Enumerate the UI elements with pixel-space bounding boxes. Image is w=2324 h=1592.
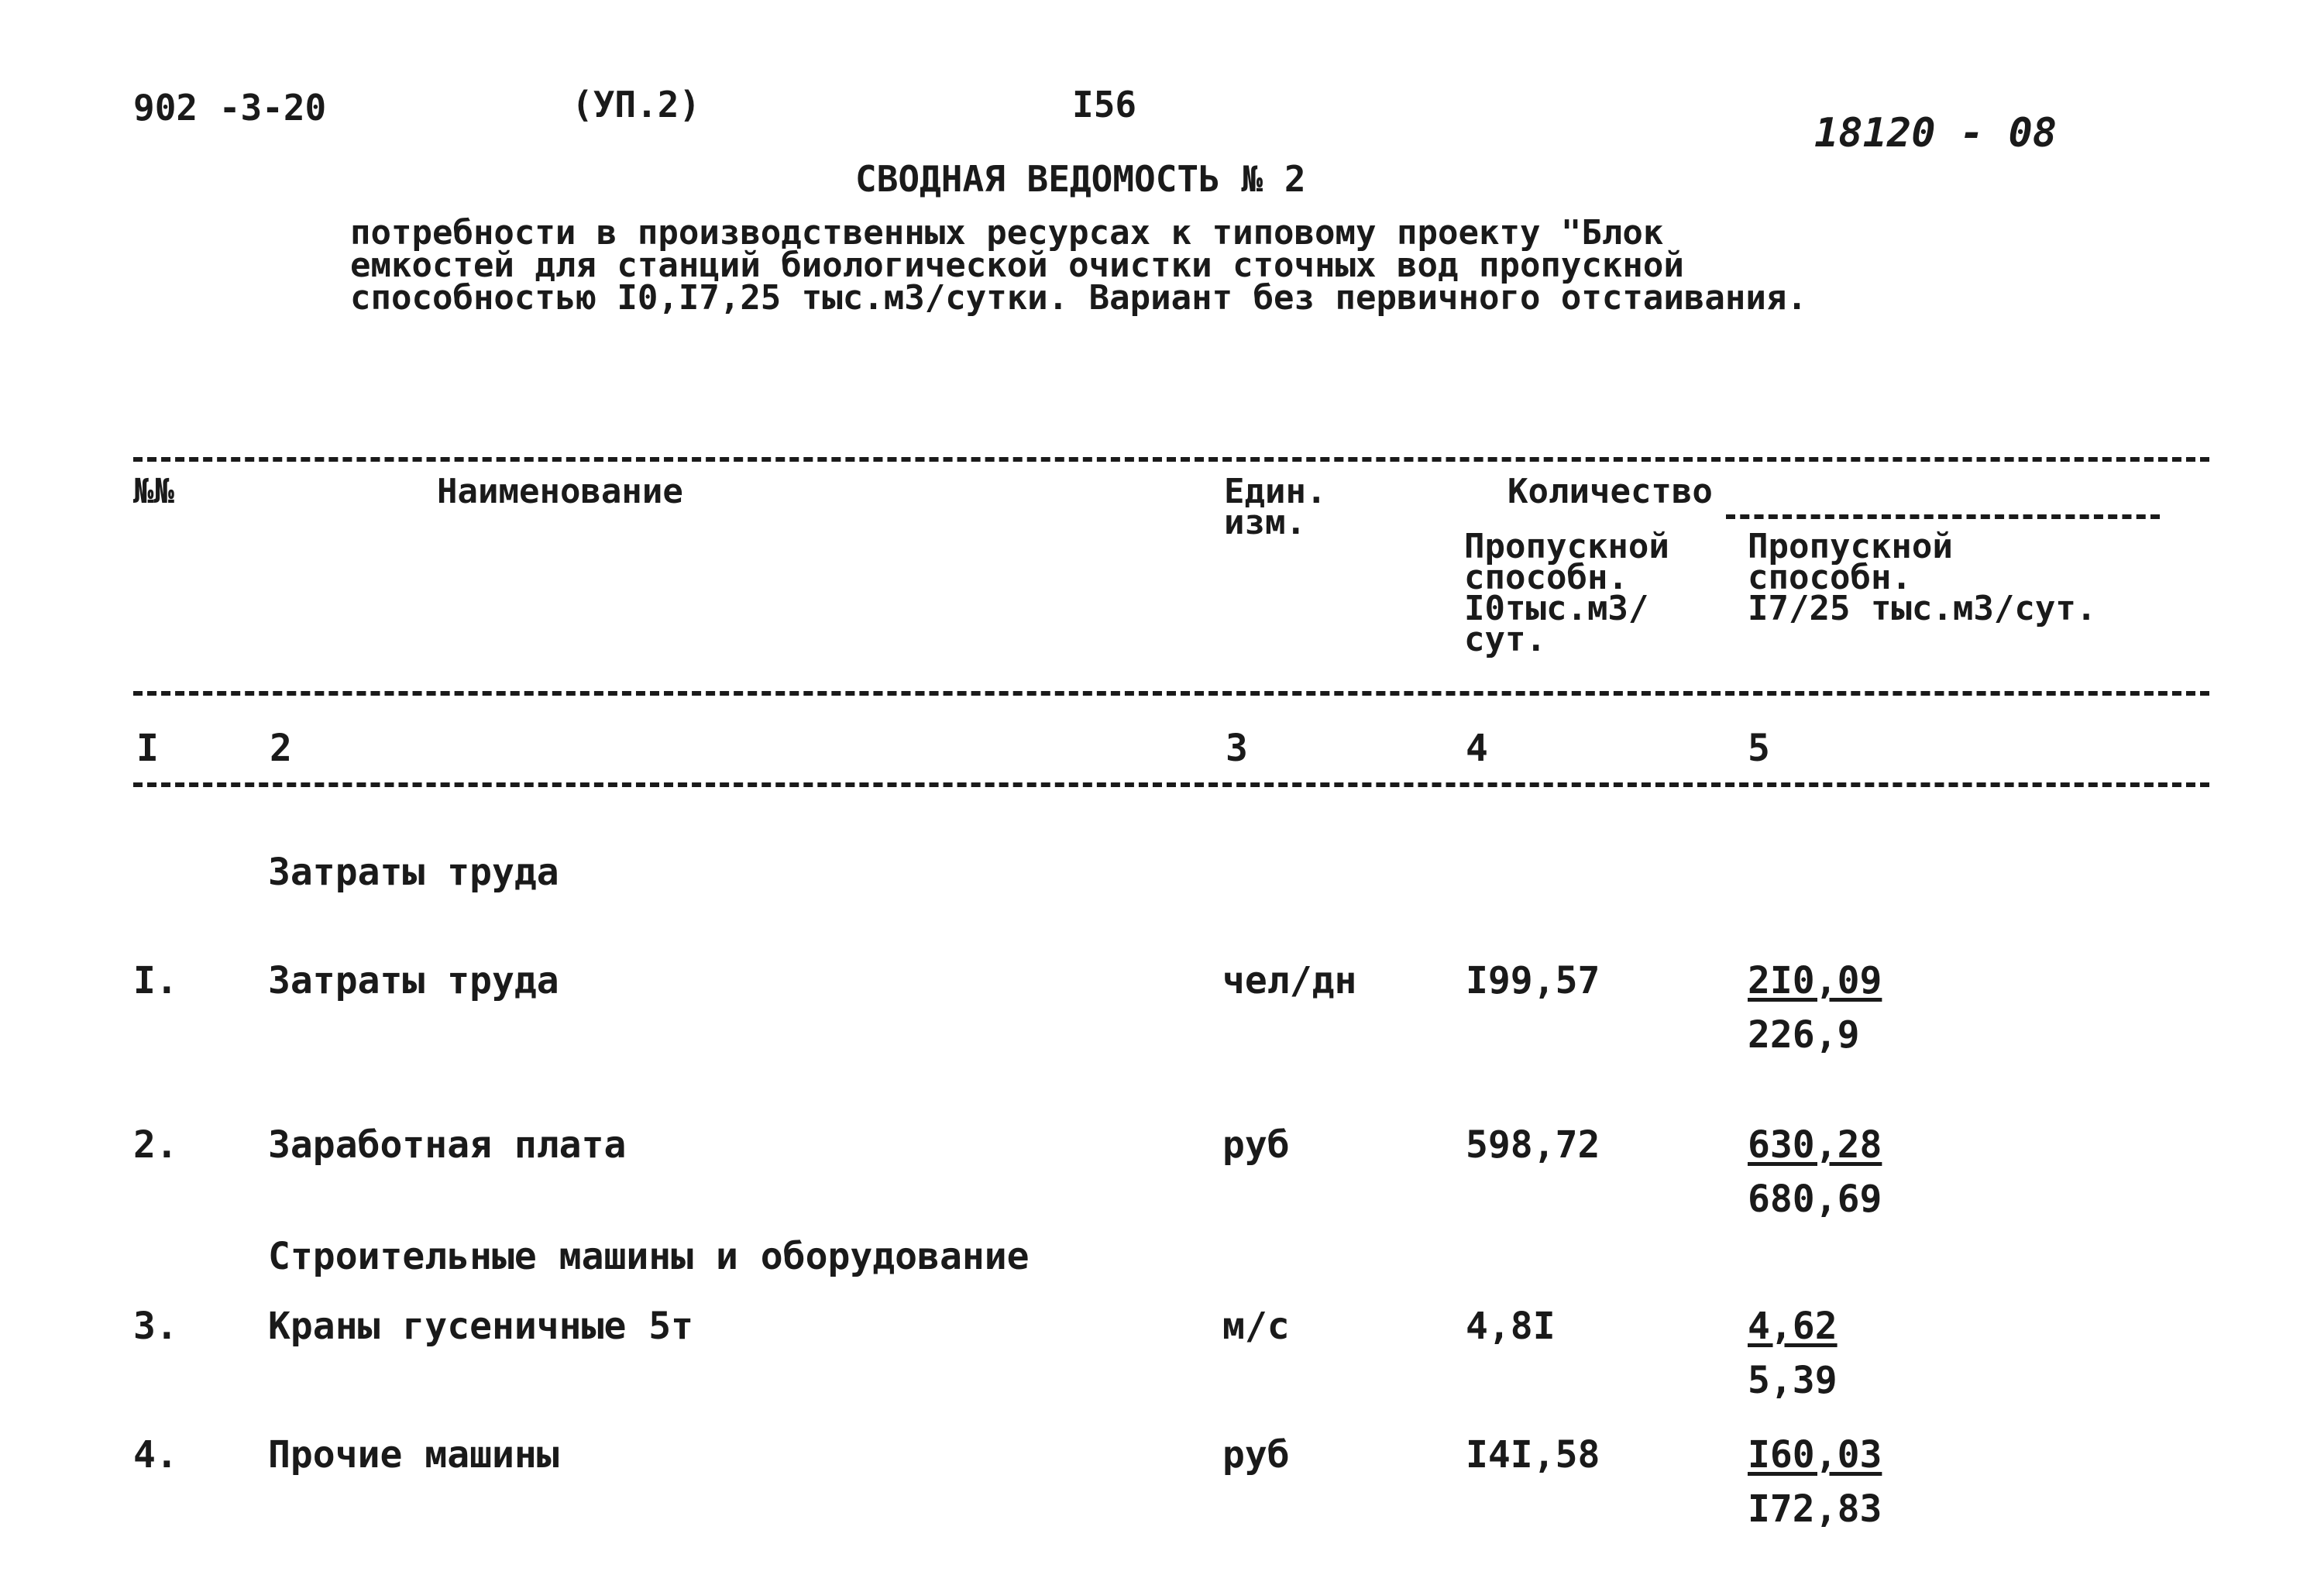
row-unit: чел/дн <box>1222 959 1357 1002</box>
row-qty-col1: 4,8I <box>1466 1305 1556 1348</box>
column-number-4: 4 <box>1466 727 1488 770</box>
header-qty-col1: Пропускной способн. I0тыс.м3/ сут. <box>1464 527 1669 659</box>
row-qty-col2-top: 4,62 <box>1748 1305 1838 1348</box>
registry-code: 18120 - 08 <box>1814 110 2058 156</box>
section-heading: Строительные машины и оборудование <box>268 1235 1030 1278</box>
row-qty-col1: 598,72 <box>1466 1123 1600 1167</box>
row-name: Затраты труда <box>268 959 559 1002</box>
row-name: Краны гусеничные 5т <box>268 1305 694 1348</box>
intro-line-3: способностью I0,I7,25 тыс.м3/сутки. Вариант без первичного отстаивания. <box>350 278 1807 318</box>
row-qty-col2-top: 2I0,09 <box>1748 959 1882 1002</box>
row-qty-col1: I99,57 <box>1466 959 1600 1002</box>
row-qty-col2-bottom: 5,39 <box>1748 1359 1838 1402</box>
row-qty-col2-bottom: I72,83 <box>1748 1487 1882 1531</box>
section-heading: Затраты труда <box>268 851 559 894</box>
page-number: I56 <box>1072 84 1137 126</box>
row-qty-col1: I4I,58 <box>1466 1433 1600 1477</box>
header-name: Наименование <box>437 472 683 511</box>
column-number-3: 3 <box>1226 727 1248 770</box>
row-unit: руб <box>1222 1123 1290 1167</box>
header-qty-col2: Пропускной способн. I7/25 тыс.м3/сут. <box>1748 527 2097 628</box>
column-number-2: 2 <box>270 727 292 770</box>
column-number-5: 5 <box>1748 727 1770 770</box>
row-qty-col2-top: I60,03 <box>1748 1433 1882 1477</box>
header-number: №№ <box>133 472 174 511</box>
table-rule-numbers <box>133 782 2209 787</box>
row-name: Прочие машины <box>268 1433 559 1477</box>
column-number-1: I <box>136 727 159 770</box>
intro-line-1: потребности в производственных ресурсах к типовому проекту "Блок <box>350 213 1664 253</box>
table-rule-header <box>133 691 2209 696</box>
row-qty-col2-bottom: 680,69 <box>1748 1178 1882 1221</box>
page-title: СВОДНАЯ ВЕДОМОСТЬ № 2 <box>855 158 1306 200</box>
row-number: 2. <box>133 1123 178 1167</box>
header-quantity: Количество <box>1508 472 1713 511</box>
row-qty-col2-top: 630,28 <box>1748 1123 1882 1167</box>
doc-number: 902 -3-20 <box>133 87 327 129</box>
intro-line-2: емкостей для станций биологической очистки сточных вод пропускной <box>350 246 1684 285</box>
row-unit: руб <box>1222 1433 1290 1477</box>
row-number: 3. <box>133 1305 178 1348</box>
header-unit: Един. изм. <box>1224 472 1327 542</box>
row-number: I. <box>133 959 178 1002</box>
section-number: (УП.2) <box>572 84 701 126</box>
quantity-subrule <box>1726 514 2160 519</box>
table-rule-top <box>133 457 2209 462</box>
row-name: Заработная плата <box>268 1123 627 1167</box>
row-qty-col2-bottom: 226,9 <box>1748 1013 1860 1057</box>
row-number: 4. <box>133 1433 178 1477</box>
row-unit: м/с <box>1222 1305 1290 1348</box>
